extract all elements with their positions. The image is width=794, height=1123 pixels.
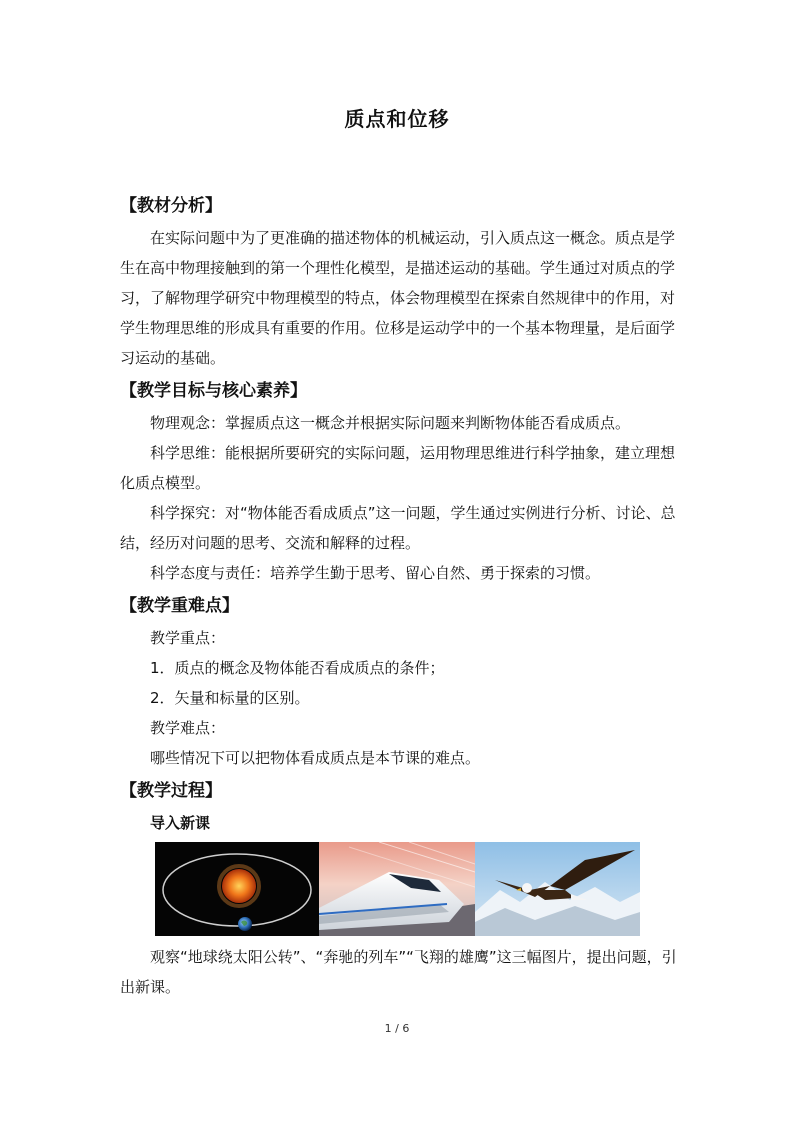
earth-orbit-sun-image	[155, 842, 319, 936]
key-point-item: 2．矢量和标量的区别。	[150, 689, 310, 707]
intro-subheading: 导入新课	[150, 814, 211, 832]
difficulty-label: 教学难点：	[150, 719, 226, 737]
document-title: 质点和位移	[344, 107, 450, 131]
flying-eagle-image	[475, 842, 640, 936]
document-body	[120, 188, 680, 1002]
intro-images	[155, 842, 680, 936]
analysis-paragraph: 在实际问题中为了更准确的描述物体的机械运动，引入质点这一概念。质点是学生在高中物理接触到的第一个理性化模型，是描述运动的基础。学生通过对质点的学习，了解物理学研究中物理模型的特点，体会物理模型在探索自然规律中的作用，对学生物理思维的形成具有重要的作用。位移是运动学中的一个基本物理量，是后面学习运动的基础。	[120, 229, 676, 367]
goal-item: 科学探究：对“物体能否看成质点”这一问题，学生通过实例进行分析、讨论、总结，经历对问题的思考、交流和解释的过程。	[120, 504, 676, 552]
goal-item: 物理观念：掌握质点这一概念并根据实际问题来判断物体能否看成质点。	[150, 414, 631, 432]
high-speed-train-image	[319, 842, 475, 936]
key-point-item: 1．质点的概念及物体能否看成质点的条件；	[150, 659, 445, 677]
key-points-label: 教学重点：	[150, 629, 226, 647]
section-heading-analysis: 【教材分析】	[120, 196, 222, 216]
goal-item: 科学思维：能根据所要研究的实际问题，运用物理思维进行科学抽象，建立理想化质点模型。	[120, 444, 676, 492]
section-heading-goals: 【教学目标与核心素养】	[120, 381, 307, 401]
page-number: 1 / 6	[384, 1022, 410, 1035]
section-heading-process: 【教学过程】	[120, 781, 222, 801]
section-heading-key-points: 【教学重难点】	[120, 596, 239, 616]
goal-item: 科学态度与责任：培养学生勤于思考、留心自然、勇于探索的习惯。	[150, 564, 601, 582]
intro-observation-text: 观察“地球绕太阳公转”、“奔驰的列车”“飞翔的雄鹰”这三幅图片，提出问题，引出新课。	[120, 948, 677, 996]
difficulty-text: 哪些情况下可以把物体看成质点是本节课的难点。	[150, 749, 481, 767]
